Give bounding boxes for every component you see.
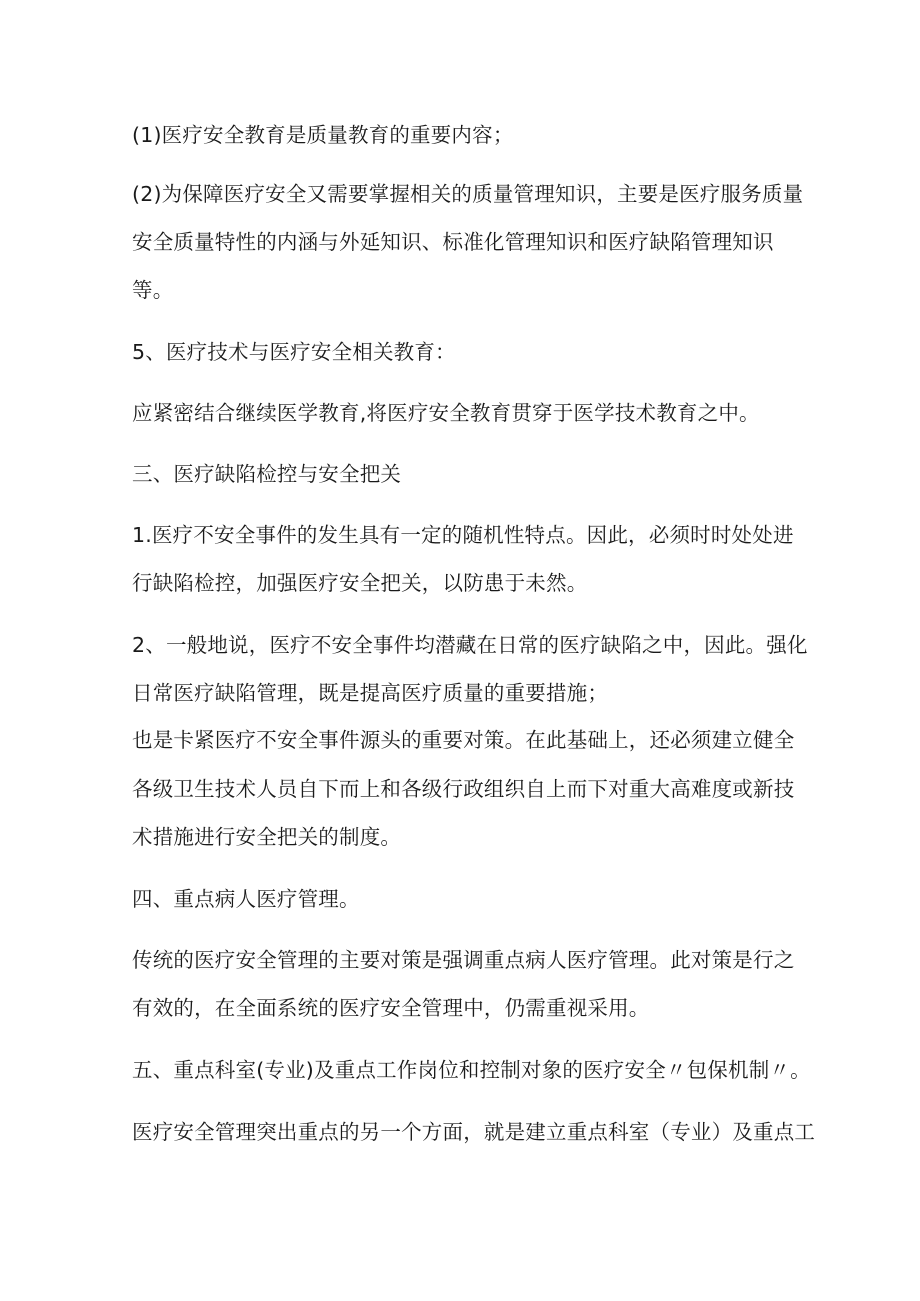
text-line: 行缺陷检控，加强医疗安全把关，以防患于未然。 xyxy=(132,571,588,595)
text-line: 2、一般地说，医疗不安全事件均潜藏在日常的医疗缺陷之中，因此。强化 xyxy=(132,633,808,657)
section-heading: 四、重点病人医疗管理。 xyxy=(132,887,360,911)
text-line: 有效的，在全面系统的医疗安全管理中，仍需重视采用。 xyxy=(132,996,650,1020)
text-line: 日常医疗缺陷管理，既是提高医疗质量的重要措施； xyxy=(132,681,609,705)
text-line: 安全质量特性的内涵与外延知识、标准化管理知识和医疗缺陷管理知识 xyxy=(132,230,774,254)
text-line: 医疗安全管理突出重点的另一个方面，就是建立重点科室（专业）及重点工 xyxy=(132,1120,816,1144)
section-heading: 三、医疗缺陷检控与安全把关 xyxy=(132,462,402,486)
text-line: (2)为保障医疗安全又需要掌握相关的质量管理知识，主要是医疗服务质量 xyxy=(132,182,804,206)
text-line: 术措施进行安全把关的制度。 xyxy=(132,825,402,849)
text-line: 等。 xyxy=(132,278,174,302)
text-line: (1)医疗安全教育是质量教育的重要内容； xyxy=(132,123,514,147)
text-line: 应紧密结合继续医学教育,将医疗安全教育贯穿于医学技术教育之中。 xyxy=(132,401,760,425)
text-line: 1.医疗不安全事件的发生具有一定的随机性特点。因此，必须时时处处进 xyxy=(132,523,794,547)
text-line: 5、医疗技术与医疗安全相关教育： xyxy=(132,340,456,364)
text-line: 也是卡紧医疗不安全事件源头的重要对策。在此基础上，还必须建立健全 xyxy=(132,728,795,752)
text-line: 各级卫生技术人员自下而上和各级行政组织自上而下对重大高难度或新技 xyxy=(132,777,795,801)
section-heading: 五、重点科室(专业)及重点工作岗位和控制对象的医疗安全〃包保机制〃。 xyxy=(132,1058,811,1082)
text-line: 传统的医疗安全管理的主要对策是强调重点病人医疗管理。此对策是行之 xyxy=(132,948,795,972)
